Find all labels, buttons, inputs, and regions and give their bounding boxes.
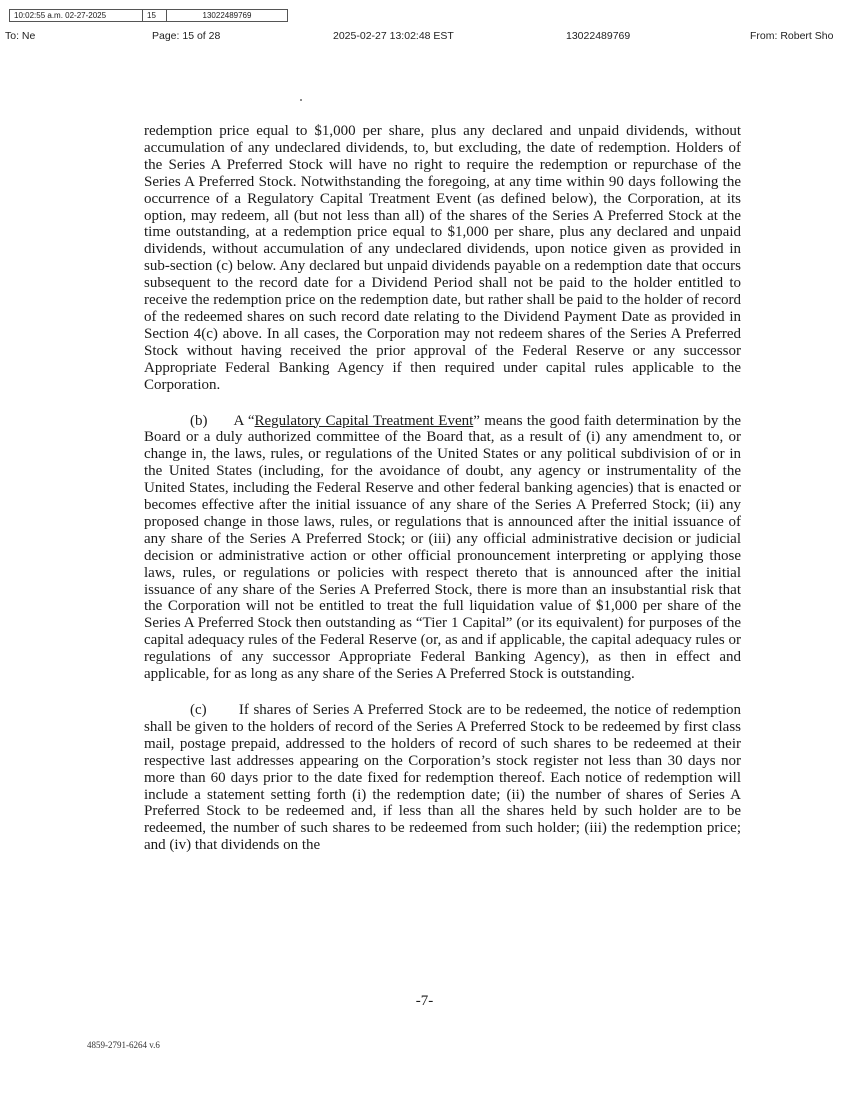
fax-timestamp: 2025-02-27 13:02:48 EST xyxy=(333,30,454,42)
document-id: 4859-2791-6264 v.6 xyxy=(87,1040,160,1050)
fax-to: To: Ne xyxy=(5,30,36,42)
page-number: -7- xyxy=(415,993,434,1009)
scan-speck xyxy=(300,99,302,101)
fax-from: From: Robert Sho xyxy=(750,30,834,42)
fax-page: Page: 15 of 28 xyxy=(152,30,221,42)
fax-number: 13022489769 xyxy=(566,30,631,42)
fax-stamp-box xyxy=(9,9,288,22)
paragraph-c xyxy=(144,702,741,854)
document-body xyxy=(144,123,741,854)
defined-term: Regulatory Capital Treatment Event xyxy=(254,412,474,429)
fax-stamp-time: 10:02:55 a.m. 02-27-2025 xyxy=(10,10,143,21)
paragraph-c-text: If shares of Series A Preferred Stock are to be redeemed, the notice of redemption shall be given to the holders of record of the Series A Preferred Stock to be redeemed by first class mail, postage prepaid, addressed to the holders of record of such shares to be redeemed at their respective last addresses appearing on the Corporation’s stock register not less than 30 days nor more than 60 days prior to the date fixed for redemption thereof. Each notice of redemption will include a statement setting forth (i) the redemption date; (ii) the number of shares of Series A Preferred Stock to be redeemed and, if less than all the shares held by such holder are to be redeemed, the number of such shares to be redeemed from such holder; (iii) the redemption price; and (iv) that dividends on the xyxy=(144,702,741,854)
paragraph-redemption: redemption price equal to $1,000 per share, plus any declared and unpaid dividends, without accumulation of any undeclared dividends, to, but excluding, the date of redemption. Holders of the Series A Preferred Stock will have no right to require the redemption or repurchase of the Series A Preferred Stock. Notwithstanding the foregoing, at any time within 90 days following the occurrence of a Regulatory Capital Treatment Event (as defined below), the Corporation, at its option, may redeem, all (but not less than all) of the shares of the Series A Preferred Stock at the time outstanding, at a redemption price equal to $1,000 per share, plus any declared and unpaid dividends, without accumulation of any undeclared dividends, upon notice given as provided in sub-section (c) below. Any declared but unpaid dividends payable on a redemption date that occurs subsequent to the record date for a Dividend Period shall not be paid to the holder entitled to receive the redemption price on the redemption date, but rather shall be paid to the holder of record of the redeemed shares on such record date relating to the Dividend Payment Date as provided in Section 4(c) above. In all cases, the Corporation may not redeem shares of the Series A Preferred Stock without having received the prior approval of the Federal Reserve or any successor Appropriate Federal Banking Agency if then required under capital rules applicable to the Corporation. xyxy=(144,123,741,393)
paragraph-c-label: (c) xyxy=(190,702,207,718)
fax-stamp-number: 13022489769 xyxy=(202,11,252,20)
paragraph-b xyxy=(144,413,741,684)
paragraph-b-text: ” means the good faith determination by the Board or a duly authorized committee of the Board that, as a result of (i) any amendment to, or change in, the laws, rules, or regulations of the United States or any political subdivision of or in the United States (including, for the avoidance of doubt, any agency or instrumentality of the United States, including the Federal Reserve and other federal banking agencies) that is enacted or becomes effective after the initial issuance of any share of the Series A Preferred Stock; (ii) any proposed change in those laws, rules, or regulations that is announced after the initial issuance of any share of the Series A Preferred Stock; or (iii) any official administrative decision or judicial decision or administrative action or other official pronouncement interpreting or applying those laws, rules, or regulations or policies with respect thereto that is announced after the initial issuance of any share of the Series A Preferred Stock, there is more than an insubstantial risk that the Corporation will not be entitled to treat the full liquidation value of $1,000 per share of the Series A Preferred Stock then outstanding as “Tier 1 Capital” (or its equivalent) for purposes of the capital adequacy rules of the Federal Reserve (or, as and if applicable, the capital adequacy rules or regulations of any successor Appropriate Federal Banking Agency), as then in effect and applicable, for as long as any share of the Series A Preferred Stock is outstanding. xyxy=(144,412,742,683)
fax-stamp-page: 15 xyxy=(143,10,167,21)
paragraph-b-lead: A “ xyxy=(233,412,255,429)
paragraph-b-label: (b) xyxy=(190,412,208,429)
